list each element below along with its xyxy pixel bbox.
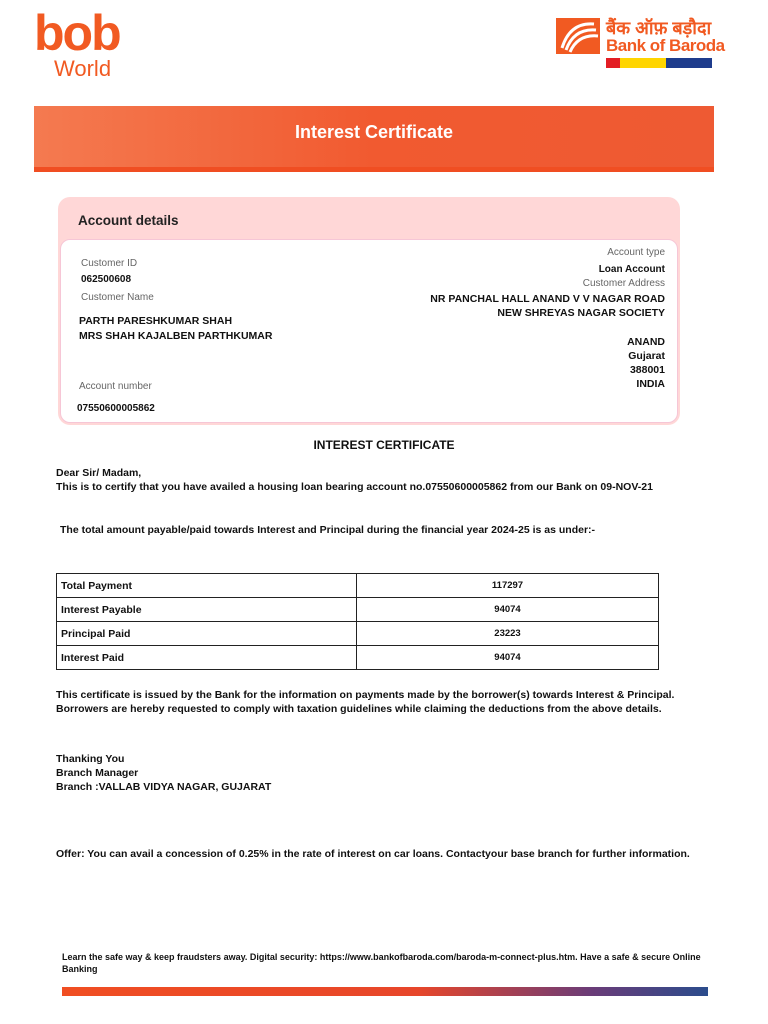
address-line-1: NR PANCHAL HALL ANAND V V NAGAR ROAD [430, 293, 665, 305]
logo-world-text: World [54, 56, 112, 81]
security-footer-note: Learn the safe way & keep fraudsters away. Digital security: https://www.bankofbaroda.com/baroda-m-connect-plus.htm. Have a safe & secure Online Banking [62, 952, 701, 974]
car-loan-offer: Offer: You can avail a concession of 0.25% in the rate of interest on car loans. Contactyour base branch for further information. [56, 848, 690, 860]
address-line-2: NEW SHREYAS NAGAR SOCIETY [497, 307, 665, 319]
salutation: Dear Sir/ Madam, [56, 467, 142, 479]
disclaimer-line-1: This certificate is issued by the Bank for the information on payments made by the borrower(s) towards Interest & Principal. [56, 689, 675, 701]
row-label: Interest Payable [57, 598, 357, 622]
account-type-value: Loan Account [598, 264, 665, 275]
account-number-label: Account number [79, 381, 152, 392]
table-row [57, 598, 659, 622]
payment-table [56, 573, 659, 670]
row-label: Total Payment [57, 574, 357, 598]
table-row [57, 646, 659, 670]
address-line-5: 388001 [629, 364, 665, 376]
title-banner [34, 106, 714, 172]
closing-signatory: Branch Manager [56, 767, 139, 779]
row-label: Principal Paid [57, 622, 357, 646]
certificate-intro: This is to certify that you have availed a housing loan bearing account no.07550600005862 from our Bank on 09-NOV-21 [56, 481, 653, 493]
account-details-card [58, 197, 680, 425]
account-details-header: Account details [78, 213, 179, 228]
closing-thanks: Thanking You [56, 753, 125, 765]
address-line-4: Gujarat [628, 350, 665, 362]
account-details-body [60, 239, 678, 423]
bank-of-baroda-logo [556, 16, 725, 72]
bob-world-logo [34, 5, 120, 81]
disclaimer-line-2: Borrowers are hereby requested to comply with taxation guidelines while claiming the deductions from the above details. [56, 703, 662, 715]
customer-name-1: PARTH PARESHKUMAR SHAH [79, 315, 233, 327]
row-value: 117297 [357, 574, 659, 598]
row-value: 94074 [357, 646, 659, 670]
row-label: Interest Paid [57, 646, 357, 670]
row-value: 23223 [357, 622, 659, 646]
customer-address-label: Customer Address [582, 278, 665, 289]
page-title: Interest Certificate [294, 122, 454, 142]
logo-bob-text: bob [34, 5, 120, 61]
account-number-value: 07550600005862 [77, 403, 155, 414]
address-line-6: INDIA [636, 378, 665, 390]
customer-id-value: 062500608 [81, 274, 132, 285]
table-row [57, 574, 659, 598]
table-row [57, 622, 659, 646]
row-value: 94074 [357, 598, 659, 622]
footer-gradient-bar [62, 987, 708, 996]
customer-id-label: Customer ID [81, 258, 138, 269]
account-type-label: Account type [607, 247, 665, 258]
bank-name-english: Bank of Baroda [606, 36, 725, 55]
certificate-heading: INTEREST CERTIFICATE [313, 438, 455, 452]
payment-summary-text: The total amount payable/paid towards Interest and Principal during the financial year 2024-25 is as under:- [60, 524, 596, 536]
baroda-sun-icon [556, 18, 600, 54]
bank-name-hindi: बैंक ऑफ़ बड़ौदा [606, 18, 712, 38]
brand-color-strip [606, 58, 712, 68]
address-line-3: ANAND [627, 336, 665, 348]
closing-branch: Branch :VALLAB VIDYA NAGAR, GUJARAT [56, 781, 272, 793]
customer-name-label: Customer Name [81, 292, 154, 303]
customer-name-2: MRS SHAH KAJALBEN PARTHKUMAR [79, 330, 273, 342]
